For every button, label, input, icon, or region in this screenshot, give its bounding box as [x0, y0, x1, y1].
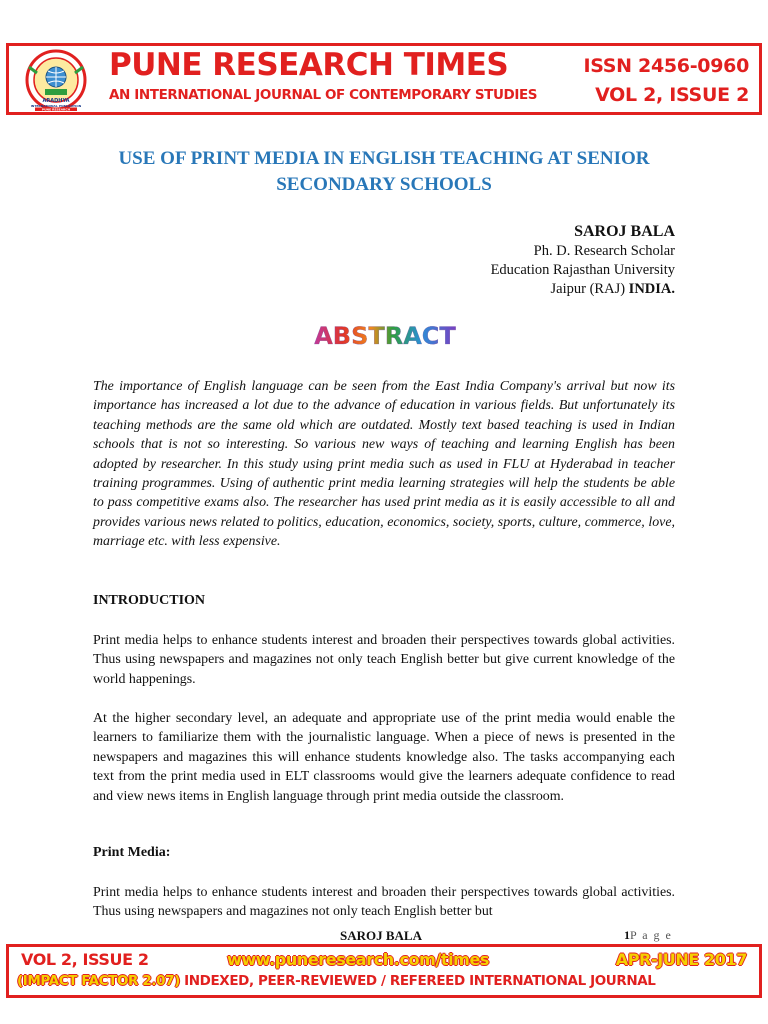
journal-subtitle: AN INTERNATIONAL JOURNAL OF CONTEMPORARY STUDIES: [109, 87, 538, 103]
page-label: P a g e: [630, 928, 673, 942]
section-heading-introduction: INTRODUCTION: [93, 593, 206, 608]
journal-footer-banner: [6, 944, 762, 998]
page-number-value: 1: [624, 928, 630, 942]
section-heading-print-media: Print Media:: [93, 845, 171, 860]
logo-top-text: ARADHYA: [42, 98, 70, 104]
footer-line-2: [17, 973, 751, 989]
footer-url: www.puneresearch.com/times: [227, 950, 490, 969]
author-city: Jaipur (RAJ): [550, 281, 629, 297]
paragraph: Print media helps to enhance students interest and broaden their perspectives towards global activities. Thus using newspapers and magazines not only teach English better but give current knowledge of the world happenings.: [93, 633, 675, 687]
footer-indexing: INDEXED, PEER-REVIEWED / REFEREED INTERNATIONAL JOURNAL: [184, 973, 656, 989]
author-location: [491, 280, 675, 299]
paragraph: Print media helps to enhance students interest and broaden their perspectives towards global activities. Thus using newspapers and magazines not only teach English better but: [93, 885, 675, 920]
author-block: [491, 222, 675, 299]
paragraph: At the higher secondary level, an adequate and appropriate use of the print media would enable the learners to familiarize them with the journalistic language. When a piece of news is presented in the newspapers and magazines this will enhance students knowledge also. The tasks accompanying each text from the print media used in ELT classrooms would give the learners adequate confidence to read and view news items in English language through print media outside the classroom.: [93, 711, 675, 804]
author-name: SAROJ BALA: [574, 223, 675, 240]
footer-impact-factor: (IMPACT FACTOR 2.07): [17, 973, 180, 989]
running-author: SAROJ BALA: [340, 928, 422, 943]
author-country: INDIA.: [628, 281, 675, 297]
abstract-heading: [305, 318, 465, 352]
logo-bottom-text: PUNE RESEARCH: [41, 107, 71, 111]
abstract-text: The importance of English language can be seen from the East India Company's arrival but now its importance has increased a lot due to the advance of education in various fields. But unfortunately its teaching methods are the same old which are outdated. Mostly text based teaching is used in Indian schools that is not so interesting. So various new ways of teaching and learning English has been adopted by researcher. In this study using print media such as used in FLU at Hyderabad in teacher training programmes. Using of authentic print media learning strategies will help the students be able to pass competitive exams also. The researcher has used print media as it is easily accessible to all and provides various news related to politics, education, economics, society, sports, culture, commerce, love, marriage etc. with less expensive.: [93, 379, 675, 550]
abstract-heading-text: ABSTRACT: [314, 322, 456, 350]
footer-date: APR-JUNE 2017: [615, 950, 747, 969]
logo-mid-text: INTERNATIONAL PUBLICATION: [30, 104, 82, 108]
page-number: [624, 928, 672, 943]
author-university: Education Rajasthan University: [490, 262, 675, 278]
journal-header-banner: [6, 43, 762, 115]
volume-issue: VOL 2, ISSUE 2: [595, 84, 749, 106]
issn-number: ISSN 2456-0960: [583, 55, 749, 77]
journal-title: PUNE RESEARCH TIMES: [109, 47, 509, 83]
footer-volume: VOL 2, ISSUE 2: [21, 950, 149, 969]
article-title: USE OF PRINT MEDIA IN ENGLISH TEACHING AT SENIOR SECONDARY SCHOOLS: [118, 148, 650, 195]
author-role: Ph. D. Research Scholar: [533, 243, 675, 259]
journal-logo-icon: [15, 49, 97, 111]
